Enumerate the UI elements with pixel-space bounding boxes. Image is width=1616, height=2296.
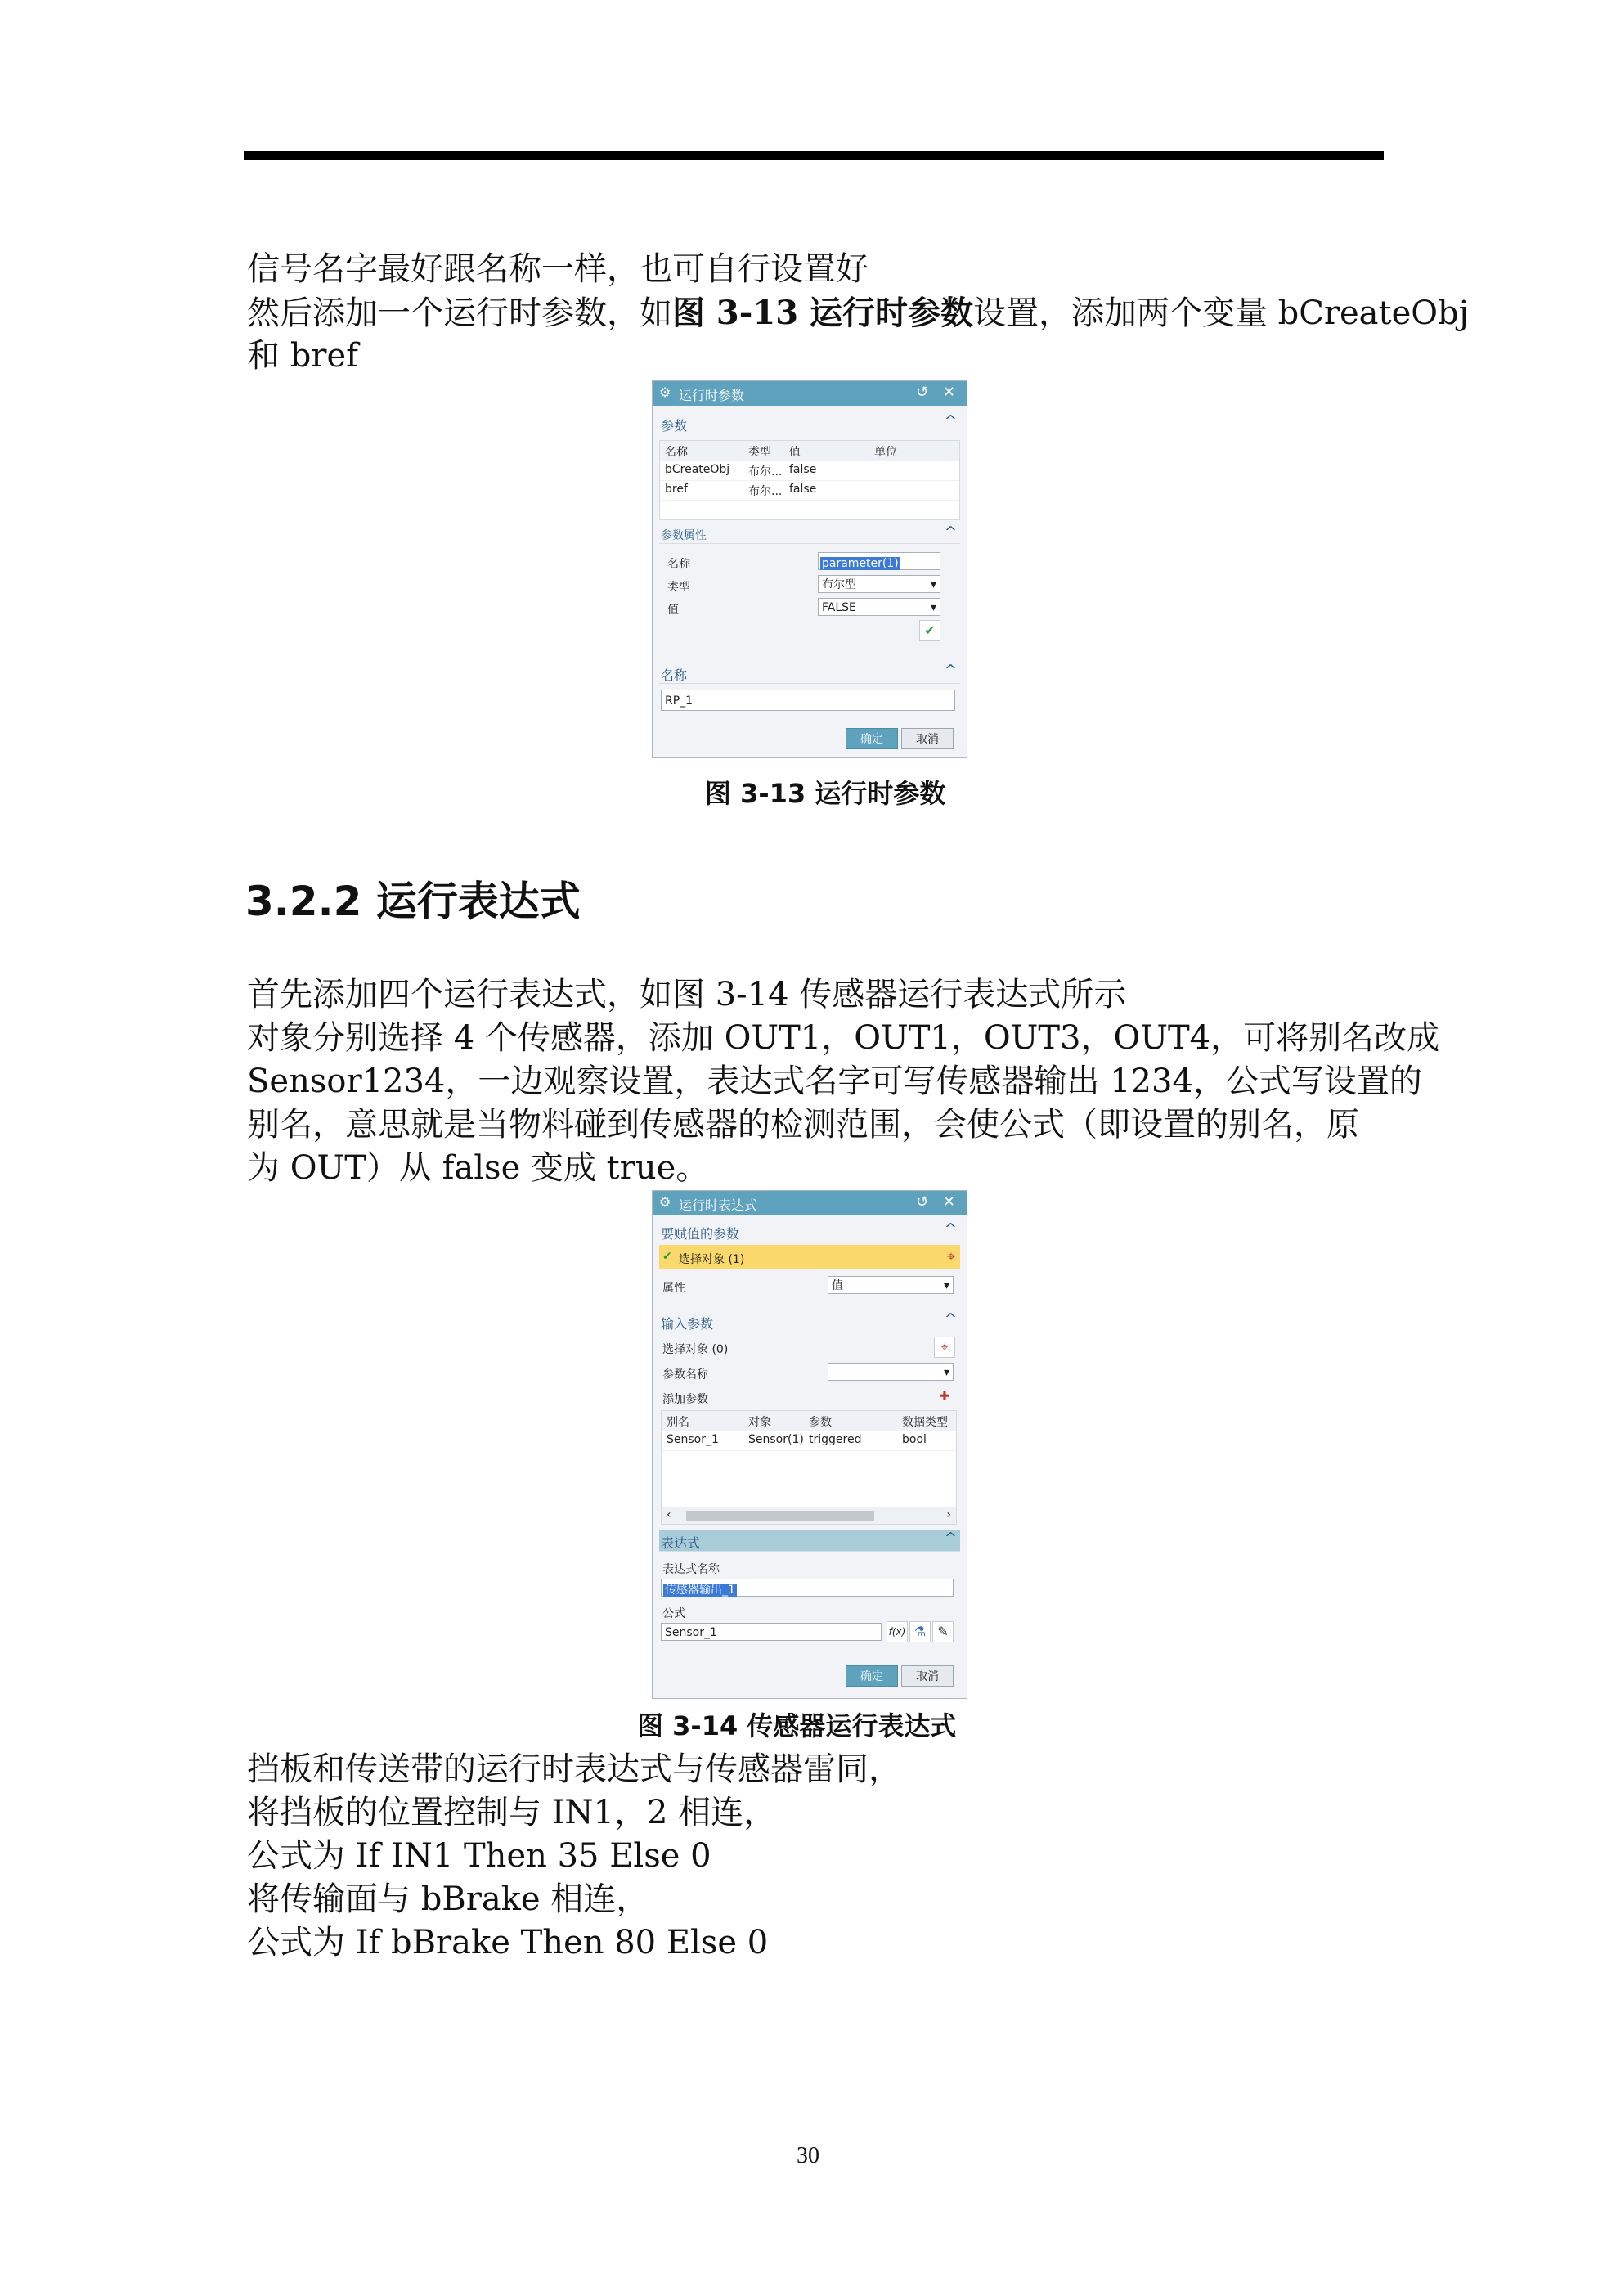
attribute-label: 属性: [662, 1282, 685, 1295]
formula-label: 公式: [662, 1607, 685, 1620]
checkmark-icon: ✔: [662, 1250, 672, 1263]
header-rule: [244, 151, 1384, 160]
column-header: 名称: [665, 446, 688, 459]
cell-value: false: [789, 463, 817, 476]
column-header: 值: [789, 446, 801, 459]
paragraph-line: 首先添加四个运行表达式，如图 3-14 传感器运行表达式所示: [247, 976, 1127, 1013]
attribute-value: 值: [832, 1279, 843, 1292]
section-label: 输入参数: [661, 1316, 714, 1332]
paragraph-line: 对象分别选择 4 个传感器，添加 OUT1，OUT1，OUT3，OUT4，可将别名改成: [247, 1019, 1440, 1057]
checkmark-icon[interactable]: ✔: [919, 620, 940, 641]
prop-value-dropdown[interactable]: [818, 598, 940, 616]
select-object-label: 选择对象 (0): [662, 1343, 729, 1356]
runtime-parameter-dialog: [652, 380, 967, 758]
cell-object: Sensor(1): [748, 1433, 804, 1446]
paragraph-line-2: [247, 291, 1469, 335]
param-name-label: 参数名称: [662, 1368, 708, 1382]
table-row[interactable]: [660, 480, 959, 501]
section-label: 表达式: [661, 1535, 701, 1551]
paragraph-line: 为 OUT）从 false 变成 true。: [247, 1149, 709, 1187]
column-header: 别名: [667, 1416, 689, 1429]
crosshair-icon[interactable]: ⌖: [946, 1248, 955, 1265]
figure-caption-2: 图 3-14 传感器运行表达式: [637, 1710, 957, 1741]
param-name-dropdown[interactable]: [828, 1363, 954, 1381]
ok-button[interactable]: 确定: [846, 728, 898, 749]
expr-name-value: 传感器输出_1: [665, 1584, 735, 1597]
paragraph-line-3: 和 bref: [247, 337, 358, 375]
dialog-window-controls[interactable]: ↺ ✕: [916, 1193, 960, 1211]
runtime-expression-dialog: [652, 1190, 967, 1699]
prop-type-dropdown[interactable]: [818, 575, 940, 593]
prop-name-field[interactable]: [818, 552, 940, 570]
function-icon[interactable]: f(x): [887, 1621, 908, 1642]
ok-button[interactable]: 确定: [846, 1665, 898, 1687]
dialog-title-bar: [653, 1191, 967, 1215]
input-param-table: [661, 1410, 957, 1525]
gear-icon: ⚙: [659, 1194, 671, 1210]
table-header-row: [660, 441, 959, 461]
cell-param: triggered: [809, 1433, 862, 1446]
section-label: 参数属性: [661, 529, 707, 542]
section-heading: 3.2.2 运行表达式: [245, 878, 581, 925]
cell-name: bCreateObj: [665, 463, 730, 476]
text-run: 然后添加一个运行时参数，如: [247, 294, 672, 332]
column-header: 对象: [748, 1416, 771, 1429]
paragraph-line: 别名，意思就是当物料碰到传感器的检测范围，会使公式（即设置的别名，原: [247, 1106, 1359, 1144]
cell-name: bref: [665, 483, 688, 496]
table-row[interactable]: [662, 1431, 956, 1451]
cell-type: 布尔...: [748, 465, 783, 479]
chevron-up-icon[interactable]: ^: [944, 412, 957, 429]
column-header: 类型: [748, 446, 771, 459]
section-name[interactable]: [659, 662, 960, 684]
chevron-right-icon[interactable]: ›: [946, 1508, 951, 1521]
column-header: 参数: [809, 1416, 832, 1429]
paragraph-line-1: 信号名字最好跟名称一样，也可自行设置好: [247, 250, 869, 288]
paragraph-line: 将挡板的位置控制与 IN1，2 相连，: [247, 1794, 777, 1831]
gear-icon: ⚙: [659, 384, 671, 400]
paragraph-line: 公式为 If IN1 Then 35 Else 0: [247, 1837, 711, 1875]
formula-input[interactable]: [661, 1623, 882, 1641]
edit-icon[interactable]: ✎: [932, 1621, 954, 1642]
select-object-label: 选择对象 (1): [679, 1253, 745, 1266]
prop-type-value: 布尔型: [822, 578, 856, 591]
expr-name-label: 表达式名称: [662, 1563, 720, 1576]
figure-caption-1: 图 3-13 运行时参数: [705, 778, 946, 809]
cell-type: 布尔...: [748, 485, 783, 498]
prop-value-label: 值: [667, 604, 679, 617]
cell-datatype: bool: [902, 1433, 927, 1446]
section-input[interactable]: [659, 1310, 960, 1332]
select-object-row[interactable]: [659, 1245, 960, 1269]
text-run: 设置，添加两个变量 bCreateObj: [972, 294, 1470, 332]
parameter-table: [659, 440, 960, 520]
name-value: RP_1: [665, 694, 694, 708]
chevron-up-icon[interactable]: ^: [944, 1310, 957, 1328]
section-label: 要赋值的参数: [661, 1226, 740, 1242]
table-header-row: [662, 1411, 956, 1431]
expression-builder-icon[interactable]: ⚗: [909, 1621, 931, 1642]
chevron-up-icon[interactable]: ^: [944, 523, 957, 541]
prop-name-label: 名称: [667, 558, 690, 571]
cancel-button[interactable]: 取消: [901, 728, 954, 749]
column-header: 数据类型: [902, 1416, 948, 1429]
section-label: 参数: [661, 418, 688, 434]
horizontal-scrollbar[interactable]: [662, 1507, 956, 1524]
section-params[interactable]: [659, 412, 960, 434]
column-header: 单位: [874, 446, 897, 459]
prop-name-value: parameter(1): [822, 557, 899, 570]
add-param-label: 添加参数: [662, 1393, 708, 1406]
scrollbar-thumb[interactable]: [686, 1511, 874, 1521]
paragraph-line: 将传输面与 bBrake 相连，: [247, 1880, 649, 1918]
expr-name-input[interactable]: [661, 1579, 954, 1597]
name-input[interactable]: [661, 690, 955, 711]
add-param-icon[interactable]: ✚: [939, 1388, 950, 1404]
chevron-up-icon[interactable]: ^: [944, 1530, 957, 1547]
chevron-up-icon[interactable]: ^: [944, 1220, 957, 1238]
dialog-title-bar: [653, 381, 967, 406]
figure-reference: 图 3-13 运行时参数: [672, 294, 973, 332]
crosshair-icon[interactable]: ⌖: [934, 1337, 955, 1358]
formula-value: Sensor_1: [665, 1626, 717, 1639]
dialog-title: 运行时表达式: [679, 1197, 758, 1213]
section-param-properties[interactable]: [659, 523, 960, 544]
section-label: 名称: [661, 667, 688, 683]
section-expression[interactable]: [659, 1530, 960, 1552]
section-assign[interactable]: [659, 1220, 960, 1242]
cell-value: false: [789, 483, 817, 496]
chevron-left-icon[interactable]: ‹: [667, 1508, 671, 1521]
dialog-window-controls[interactable]: ↺ ✕: [916, 384, 960, 401]
page-number: 30: [797, 2143, 819, 2168]
paragraph-line: Sensor1234，一边观察设置，表达式名字可写传感器输出 1234，公式写设置的: [247, 1063, 1422, 1100]
table-row[interactable]: [660, 461, 959, 481]
cancel-button[interactable]: 取消: [901, 1665, 954, 1687]
chevron-up-icon[interactable]: ^: [944, 662, 957, 679]
paragraph-line: 挡板和传送带的运行时表达式与传感器雷同，: [247, 1750, 901, 1788]
prop-type-label: 类型: [667, 581, 690, 594]
cell-alias: Sensor_1: [667, 1433, 719, 1446]
paragraph-line: 公式为 If bBrake Then 80 Else 0: [247, 1924, 769, 1961]
attribute-dropdown[interactable]: [828, 1276, 954, 1294]
prop-value-value: FALSE: [822, 601, 856, 614]
dialog-title: 运行时参数: [679, 388, 745, 403]
